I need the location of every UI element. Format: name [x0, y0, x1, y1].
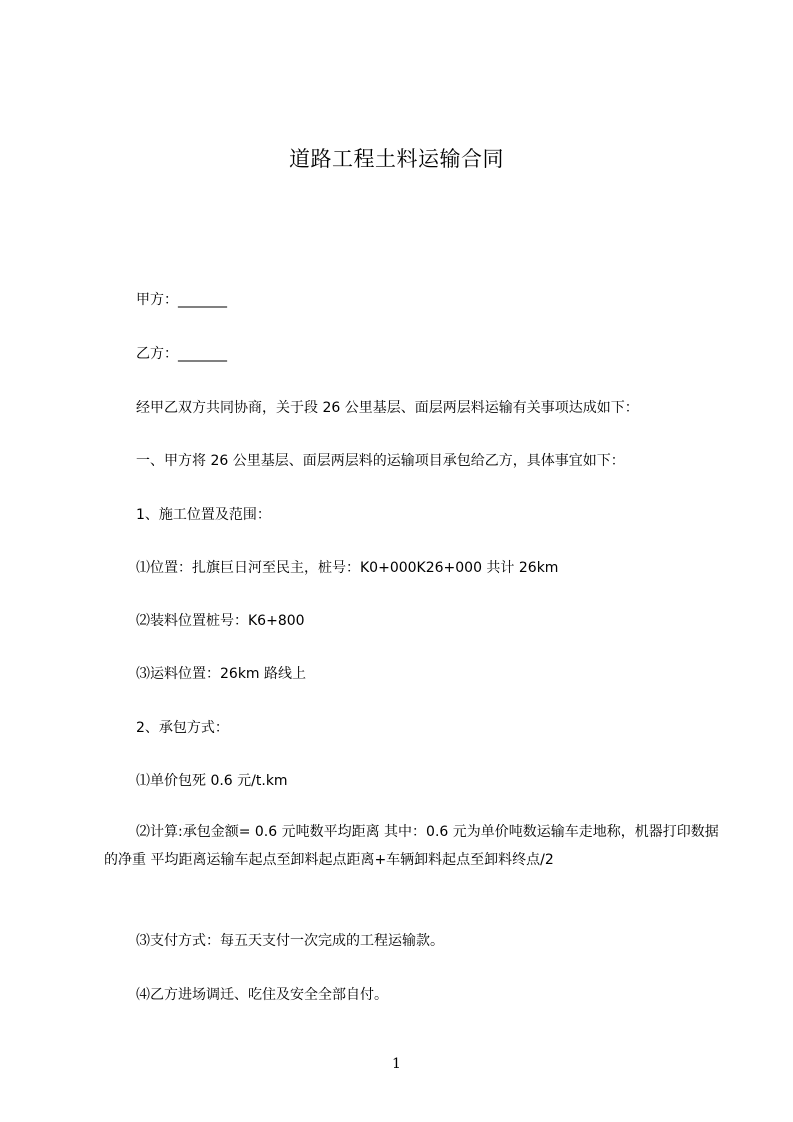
item-2-1-unit-price: ⑴单价包死 0.6 元/t.km [136, 773, 288, 789]
item-1-3-transport-position: ⑶运料位置：26km 路线上 [136, 666, 307, 682]
section-1-heading: 一、甲方将 26 公里基层、面层两层料的运输项目承包给乙方，具体事宜如下： [136, 453, 625, 469]
item-2-2-calculation: ⑵计算:承包金额= 0.6 元吨数平均距离 其中：0.6 元为单价吨数运输车走地称，机器打印数据的净重 平均距离运输车起点至卸料起点距离+车辆卸料起点至卸料终点/2 [104, 824, 719, 868]
document-title: 道路工程土料运输合同 [289, 147, 504, 171]
item-2-4-expenses: ⑷乙方进场调迁、吃住及安全全部自付。 [136, 987, 388, 1003]
item-1-2-loading-position: ⑵装料位置桩号：K6+800 [136, 613, 305, 629]
item-1-heading: 1、施工位置及范围： [136, 507, 271, 523]
item-1-1-location: ⑴位置：扎旗巨日河至民主，桩号：K0+000K26+000 共计 26km [136, 560, 559, 576]
page-number: 1 [392, 1056, 401, 1072]
item-2-heading: 2、承包方式： [136, 720, 229, 736]
party-a-line: 甲方：_______ [136, 292, 227, 308]
intro-paragraph: 经甲乙双方共同协商，关于段 26 公里基层、面层两层料运输有关事项达成如下： [136, 400, 639, 416]
item-2-3-payment: ⑶支付方式：每五天支付一次完成的工程运输款。 [136, 933, 444, 949]
party-b-line: 乙方：_______ [136, 346, 227, 362]
